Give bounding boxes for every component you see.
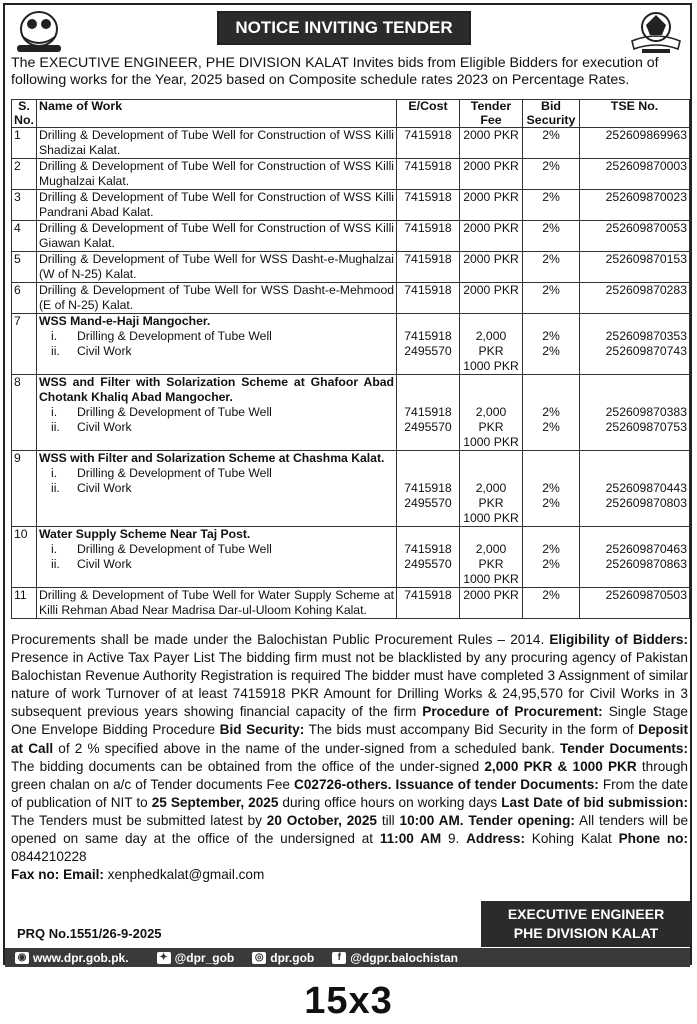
prq-number: PRQ No.1551/26-9-2025	[17, 926, 162, 941]
row-ecost: 7415918	[397, 252, 460, 283]
row-tse: 252609869963	[580, 128, 690, 159]
sub-item-work: Drilling & Development of Tube Well	[77, 466, 272, 480]
row-work: Drilling & Development of Tube Well for WSS Dasht-e-Mehmood (E of N-25) Kalat.	[37, 283, 397, 314]
sub-item-work: Drilling & Development of Tube Well	[77, 405, 272, 419]
signature-title: EXECUTIVE ENGINEER	[507, 906, 665, 922]
terms-paragraph: Procurements shall be made under the Balochistan Public Procurement Rules – 2014. Eligibility of Bidders: Presence in Active Tax Payer List The bidding firm must not be blacklisted by any procuring agency of Pakistan Balochistan Revenue Authority Registration is required The bidder must have completed 3 Assignment of similar nature of work Turnover of at least 7415918 PKR Amount for Drilling Works & 24,95,570 for Civil Works in 3 subsequent previous years showing financial capacity of the firm Procedure of Procurement: Single Stage One Envelope Bidding Procedure Bid Security: The bids must accompany Bid Security in the form of Deposit at Call of 2 % specified above in the name of the under-signed from a scheduled bank. Tender Documents: The bidding documents can be obtained from the office of the under-signed 2,000 PKR & 1000 PKR through green chalan on a/c of Tender documents Fee C02726-others. Issuance of tender Documents: From the date of publication of NIT to 25 September, 2025 during office hours on working days Last Date of bid submission: The Tenders must be submitted latest by 20 October, 2025 till 10:00 AM. Tender opening: All tenders will be opened on same day at the office of the undersigned at 11:00 AM 9. Address: Kohing Kalat Phone no: 0844210228 Fax no: Email: xenphedkalat@gmail.com	[11, 632, 689, 883]
row-sno: 2	[12, 159, 37, 190]
table-row	[12, 128, 690, 159]
row-sno: 4	[12, 221, 37, 252]
header-fee: Tender Fee	[460, 100, 523, 128]
group-title: WSS and Filter with Solarization Scheme at Ghafoor Abad Chotank Khaliq Abad Mangocher.	[39, 375, 394, 404]
row-bid: 2%	[523, 128, 580, 159]
footer-twitter[interactable]: ✦ @dpr_gob	[157, 951, 235, 965]
instagram-icon: ◎	[252, 952, 266, 964]
sub-item-numeral: i.	[51, 405, 58, 419]
row-tse: 252609870053	[580, 221, 690, 252]
row-bid: 2%	[523, 221, 580, 252]
sub-item-numeral: i.	[51, 329, 58, 343]
row-ecost: 7415918 2495570	[397, 451, 460, 527]
table-header-row	[12, 100, 690, 128]
sub-item	[39, 466, 394, 481]
row-fee: 2,000 PKR 1000 PKR	[460, 375, 523, 451]
row-sno: 5	[12, 252, 37, 283]
row-tse: 252609870023	[580, 190, 690, 221]
row-work: Drilling & Development of Tube Well for Construction of WSS Killi Mughalzai Kalat.	[37, 159, 397, 190]
row-tse: 252609870003	[580, 159, 690, 190]
header-work: Name of Work	[37, 100, 397, 128]
row-sno: 6	[12, 283, 37, 314]
facebook-icon: f	[332, 952, 346, 964]
row-fee: 2000 PKR	[460, 252, 523, 283]
row-work: Drilling & Development of Tube Well for WSS Dasht-e-Mughalzai (W of N-25) Kalat.	[37, 252, 397, 283]
sub-item-work: Civil Work	[77, 557, 132, 571]
sub-item-numeral: ii.	[51, 420, 60, 434]
tender-table	[11, 99, 690, 619]
row-ecost: 7415918	[397, 159, 460, 190]
table-group-row	[12, 375, 690, 451]
ad-size-label: 15x3	[304, 980, 393, 1022]
row-fee: 2000 PKR	[460, 190, 523, 221]
row-bid: 2%	[523, 159, 580, 190]
row-sno: 11	[12, 588, 37, 619]
group-title: Water Supply Scheme Near Taj Post.	[39, 527, 251, 541]
header-tse: TSE No.	[580, 100, 690, 128]
table-row	[12, 221, 690, 252]
sub-item-numeral: ii.	[51, 344, 60, 358]
sub-item	[39, 557, 394, 572]
table-group-row	[12, 314, 690, 375]
row-work	[37, 314, 397, 375]
sub-item-work: Civil Work	[77, 344, 132, 358]
row-ecost: 7415918	[397, 190, 460, 221]
sub-item-work: Civil Work	[77, 420, 132, 434]
row-ecost: 7415918 2495570	[397, 375, 460, 451]
row-ecost: 7415918	[397, 128, 460, 159]
row-fee: 2000 PKR	[460, 159, 523, 190]
sub-item-work: Civil Work	[77, 481, 132, 495]
row-tse: 252609870153	[580, 252, 690, 283]
sub-item	[39, 344, 394, 359]
header-ecost: E/Cost	[397, 100, 460, 128]
row-tse: 252609870383 252609870753	[580, 375, 690, 451]
row-bid: 2%	[523, 190, 580, 221]
row-fee: 2,000 PKR 1000 PKR	[460, 314, 523, 375]
sub-item-numeral: i.	[51, 542, 58, 556]
sub-item	[39, 329, 394, 344]
notice-sheet	[3, 3, 692, 965]
row-sno: 10	[12, 527, 37, 588]
row-bid: 2% 2%	[523, 375, 580, 451]
sub-item-numeral: ii.	[51, 481, 60, 495]
footer-instagram[interactable]: ◎ dpr.gob	[252, 951, 314, 965]
globe-icon: ◉	[15, 952, 29, 964]
row-fee: 2,000 PKR 1000 PKR	[460, 527, 523, 588]
row-work	[37, 375, 397, 451]
group-title: WSS Mand-e-Haji Mangocher.	[39, 314, 211, 328]
row-bid: 2%	[523, 588, 580, 619]
row-bid: 2% 2%	[523, 527, 580, 588]
sub-item	[39, 405, 394, 420]
row-tse: 252609870503	[580, 588, 690, 619]
row-work: Drilling & Development of Tube Well for Construction of WSS Killi Pandrani Abad Kalat.	[37, 190, 397, 221]
signature-division: PHE DIVISION KALAT	[513, 925, 659, 941]
row-sno: 3	[12, 190, 37, 221]
table-row	[12, 190, 690, 221]
row-work: Drilling & Development of Tube Well for Construction of WSS Killi Shadizai Kalat.	[37, 128, 397, 159]
row-fee: 2,000 PKR 1000 PKR	[460, 451, 523, 527]
row-work: Drilling & Development of Tube Well for Construction of WSS Killi Giawan Kalat.	[37, 221, 397, 252]
row-tse: 252609870443 252609870803	[580, 451, 690, 527]
row-tse: 252609870463 252609870863	[580, 527, 690, 588]
row-bid: 2% 2%	[523, 451, 580, 527]
government-emblem-logo	[11, 9, 67, 55]
table-group-row	[12, 451, 690, 527]
notice-header	[5, 5, 690, 57]
table-row	[12, 159, 690, 190]
row-ecost: 7415918	[397, 221, 460, 252]
sub-item	[39, 420, 394, 435]
row-bid: 2%	[523, 283, 580, 314]
table-row	[12, 252, 690, 283]
row-fee: 2000 PKR	[460, 221, 523, 252]
row-bid: 2% 2%	[523, 314, 580, 375]
twitter-icon: ✦	[157, 952, 171, 964]
intro-paragraph: The EXECUTIVE ENGINEER, PHE DIVISION KALAT Invites bids from Eligible Bidders for execution of following works for the Year, 2025 based on Composite schedule rates 2023 on Percentage Rates.	[11, 55, 659, 88]
footer-bar	[5, 948, 690, 967]
sub-item-numeral: i.	[51, 466, 58, 480]
sub-item	[39, 481, 394, 496]
row-work	[37, 527, 397, 588]
row-ecost: 7415918 2495570	[397, 527, 460, 588]
table-row	[12, 588, 690, 619]
row-fee: 2000 PKR	[460, 283, 523, 314]
sub-item-work: Drilling & Development of Tube Well	[77, 329, 272, 343]
row-fee: 2000 PKR	[460, 128, 523, 159]
row-sno: 7	[12, 314, 37, 375]
row-work	[37, 451, 397, 527]
row-fee: 2000 PKR	[460, 588, 523, 619]
sub-item	[39, 542, 394, 557]
sub-item-work: Drilling & Development of Tube Well	[77, 542, 272, 556]
department-emblem-logo	[628, 9, 684, 55]
footer-web[interactable]: ◉ www.dpr.gob.pk.	[15, 951, 129, 965]
signature-block	[481, 901, 691, 947]
group-title: WSS with Filter and Solarization Scheme at Chashma Kalat.	[39, 451, 385, 465]
sub-item-numeral: ii.	[51, 557, 60, 571]
row-ecost: 7415918	[397, 588, 460, 619]
table-row	[12, 283, 690, 314]
row-tse: 252609870353 252609870743	[580, 314, 690, 375]
notice-title: NOTICE INVITING TENDER	[217, 11, 471, 45]
row-sno: 8	[12, 375, 37, 451]
row-ecost: 7415918	[397, 283, 460, 314]
row-sno: 9	[12, 451, 37, 527]
row-bid: 2%	[523, 252, 580, 283]
header-bid: Bid Security	[523, 100, 580, 128]
footer-facebook[interactable]: f @dgpr.balochistan	[332, 951, 458, 965]
header-sno: S. No.	[12, 100, 37, 128]
row-work: Drilling & Development of Tube Well for Water Supply Scheme at Killi Rehman Abad Near Madrisa Dar-ul-Uloom Kohing Kalat.	[37, 588, 397, 619]
row-tse: 252609870283	[580, 283, 690, 314]
table-group-row	[12, 527, 690, 588]
row-ecost: 7415918 2495570	[397, 314, 460, 375]
row-sno: 1	[12, 128, 37, 159]
